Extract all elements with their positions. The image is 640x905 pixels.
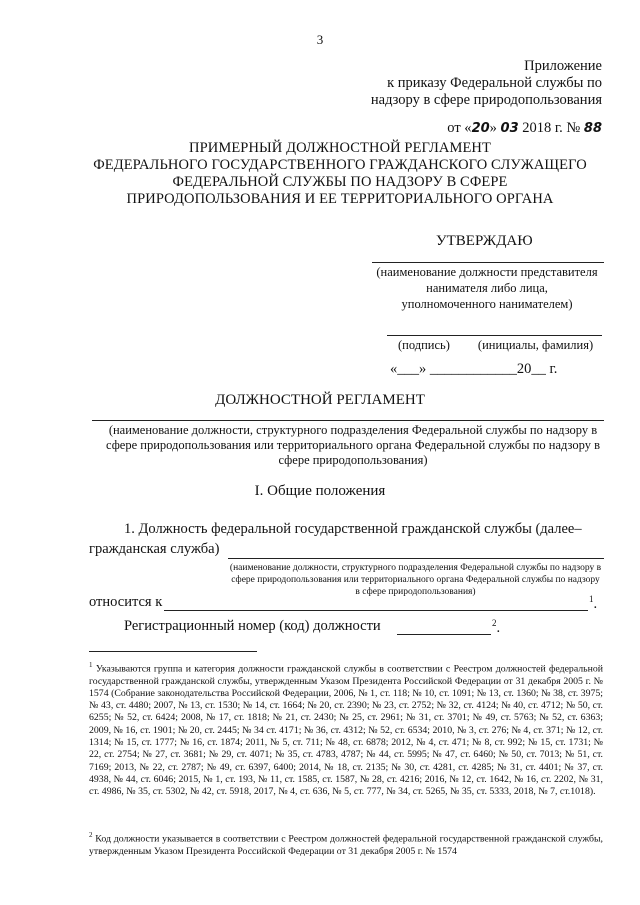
order-mid: » [489,120,501,136]
position-note-line-2: сфере природопользования или территориального органа Федеральной службы по надзору в [106,438,600,452]
position-blank-line [228,558,604,559]
position-note-line-3: сфере природопользования) [278,453,428,467]
position-blank-note: (наименование должности, структурного подразделения Федеральной службы по надзору в сфере природопользования или территориального органа Федеральной службы по надзору в сфере природопользования) [229,563,602,597]
order-prefix: от « [447,120,472,136]
footnote-1-text: Указываются группа и категория должности гражданской службы в соответствии с Реестром должностей федеральной государственной гражданской службы, утвержденным Указом Президента Российской Федерации от 31 декабря 2005 г. № 1574 (Собрание законодательства Российской Федерации, 2006, № 1, ст. 118; № 10, ст. 1091; № 13, ст. 1360; № 38, ст. 3975; № 43, ст. 4480; 2007, № 13, ст. 1530; № 14, ст. 1664; № 20, ст. 2390; № 23, ст. 2752; № 32, ст. 4124; № 40, ст. 4712; № 50, ст. 6255; № 52, ст. 6424; 2008, № 17, ст. 1818; № 21, ст. 2430; № 25, ст. 2961; № 31, ст. 3701; № 49, ст. 5763; № 52, ст. 6363; 2009, № 16, ст. 1901; № 20, ст. 2445; № 34 ст. 4171; № 36, ст. 4312; № 52, ст. 6534; 2010, № 3, ст. 276; № 4, ст. 371; № 12, ст. 1314; № 15, ст. 1777; № 16, ст. 1874; 2011, № 5, ст. 711; № 48, ст. 6878; 2012, № 4, ст. 471; № 8, ст. 992; № 15, ст. 1731; № 22, ст. 2754; № 27, ст. 3681; № 29, ст. 4071; № 35, ст. 4783, 4787; № 44, ст. 5995; № 47, ст. 6460; № 50, ст. 7013; № 51, ст. 7169; 2013, № 22, ст. 2787; № 49, ст. 6397, 6400; 2014, № 18, ст. 2135; № 30, ст. 4281, ст. 4285; № 31, ст. 4401; № 37, ст. 4938, № 44, ст. 6046; 2015, № 1, ст. 193, № 11, ст. 1585, ст. 1587, № 28, ст. 4216; 2016, № 12, ст. 1642, № 16, ст. 2202, № 31, ст. 4986, № 35, ст. 5302, № 42, ст. 5918, 2017, № 4, ст. 636, № 5, ст. 777, № 34, ст. 5265, № 35, ст. 5333, 2018, № 7, ст.1018). [89,663,603,798]
footnote-1 [89,659,603,799]
registration-number-line [124,618,381,635]
footnote-2 [89,829,603,858]
order-day-handwritten: 20 [471,121,490,136]
relates-to-label: относится к [89,594,163,610]
signature-labels [398,338,621,353]
paragraph-1-line-2: гражданская служба) [89,541,220,557]
relates-to-end: $^1$. [589,594,598,612]
title-line-4: ПРИРОДОПОЛЬЗОВАНИЯ И ЕЕ ТЕРРИТОРИАЛЬНОГО ОРГАНА [126,191,554,207]
registration-number-blank [397,634,491,635]
annex-block [342,58,602,109]
approve-heading: УТВЕРЖДАЮ [436,233,533,249]
order-year-number: 2018 г. № [518,120,584,136]
approve-note-line-1: (наименование должности представителя [376,265,598,279]
approve-note-line-2: нанимателя либо лица, [426,281,548,295]
paragraph-1-line-1: 1. Должность федеральной государственной гражданской службы (далее– [124,521,582,537]
position-name-note [96,423,610,468]
relates-to-footnote-ref: 1 [589,594,594,604]
signature-label: (подпись) [398,338,450,352]
position-note-line-1: (наименование должности, структурного подразделения Федеральной службы по надзору в [108,423,598,437]
approve-note-line-3: уполномоченного нанимателем) [401,297,573,311]
order-month-handwritten: 03 [500,121,519,136]
signature-line [387,335,602,336]
footnote-2-mark: 2 [89,831,93,839]
footnote-2-text: Код должности указывается в соответствии с Реестром должностей федеральной государственной гражданской службы, утвержденным Указом Президента Российской Федерации от 31 декабря 2005 г. № 1574 [89,833,603,857]
order-date-line [447,120,602,137]
annex-line-2: к приказу Федеральной службы по [387,75,602,91]
footnote-1-mark: 1 [89,661,93,669]
regulation-heading: ДОЛЖНОСТНОЙ РЕГЛАМЕНТ [215,392,425,408]
approve-note [372,264,602,312]
document-title [60,140,620,208]
annex-title: Приложение [524,58,602,74]
approve-position-line [372,262,604,263]
title-line-3: ФЕДЕРАЛЬНОЙ СЛУЖБЫ ПО НАДЗОРУ В СФЕРЕ [172,174,508,190]
registration-number-label: Регистрационный номер (код) должности [124,618,381,634]
page-number: 3 [316,32,324,47]
order-number-handwritten: 88 [583,121,602,136]
annex-line-3: надзору в сфере природопользования [370,92,602,108]
registration-footnote-ref: 2 [492,618,497,628]
relates-to-line [89,594,162,611]
position-name-line [92,420,604,421]
section-heading: I. Общие положения [254,483,386,499]
title-line-2: ФЕДЕРАЛЬНОГО ГОСУДАРСТВЕННОГО ГРАЖДАНСКОГО СЛУЖАЩЕГО [93,157,587,173]
title-line-1: ПРИМЕРНЫЙ ДОЛЖНОСТНОЙ РЕГЛАМЕНТ [189,140,491,156]
registration-number-end: $^2$. [492,618,501,636]
initials-label: (инициалы, фамилия) [477,338,594,352]
relates-to-blank [164,610,588,611]
footnote-separator [89,651,257,652]
approve-date-line: «___» ____________20__ г. [390,361,558,377]
